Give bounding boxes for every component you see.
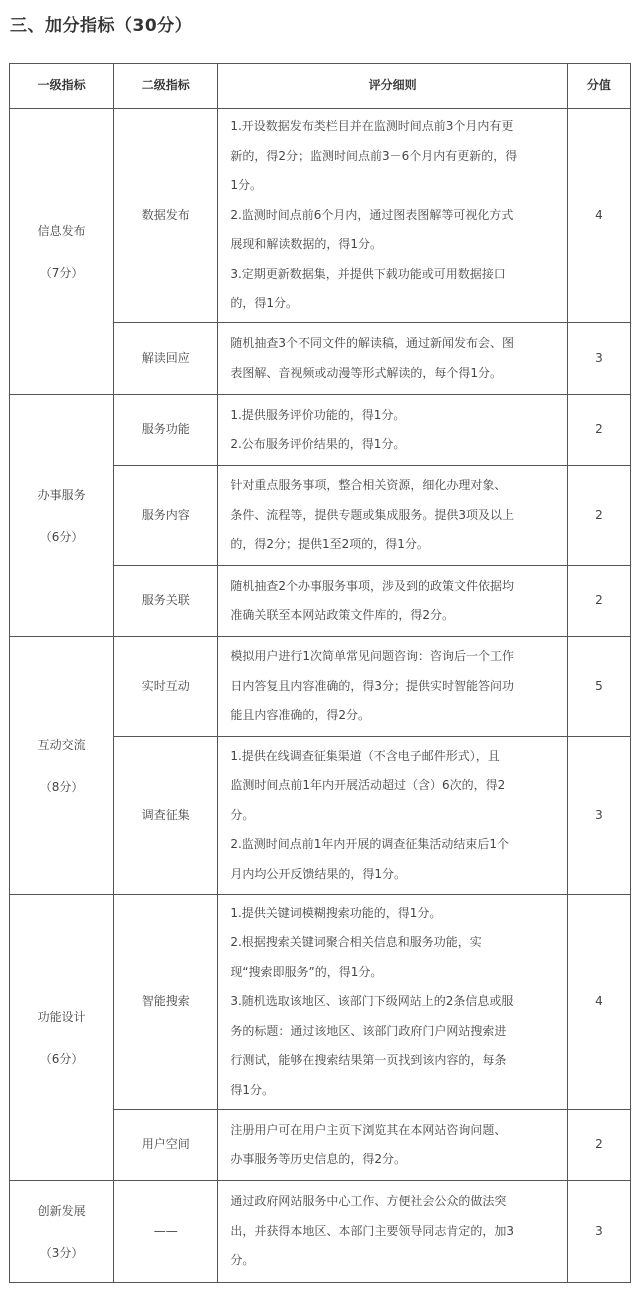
level1-points: （6分） (39, 1051, 84, 1066)
level1-name: 创新发展 (37, 1203, 86, 1218)
rule-line: 出，并获得本地区、本部门主要领导同志肯定的，加3 (230, 1223, 514, 1238)
score-cell: 5 (567, 637, 630, 737)
level1-points: （6分） (39, 529, 84, 544)
level1-points: （7分） (39, 265, 84, 280)
table-header-row (10, 64, 631, 109)
rule-cell (218, 1110, 568, 1181)
rule-line: 分。 (230, 1253, 255, 1268)
level2-cell: 服务内容 (114, 466, 218, 566)
rule-line: 日内答复且内容准确的，得3分；提供实时智能答问功 (230, 678, 514, 693)
level1-cell (10, 395, 114, 637)
level2-cell: 实时互动 (114, 637, 218, 737)
rule-line: 1.提供关键词模糊搜索功能的，得1分。 (230, 905, 442, 920)
bonus-score-table (9, 63, 631, 1283)
score-cell: 2 (567, 395, 630, 466)
rule-line: 行测试，能够在搜索结果第一页找到该内容的，每条 (230, 1053, 507, 1068)
score-cell: 3 (567, 737, 630, 895)
rule-line: 针对重点服务事项，整合相关资源，细化办理对象、 (230, 478, 507, 493)
header-level1: 一级指标 (10, 64, 114, 109)
rule-line: 注册用户可在用户主页下浏览其在本网站咨询问题、 (230, 1122, 507, 1137)
rule-cell (218, 637, 568, 737)
rule-line: 的，得2分；提供1至2项的，得1分。 (230, 537, 429, 552)
rule-line: 通过政府网站服务中心工作、方便社会公众的做法突 (230, 1194, 507, 1209)
rule-cell (218, 109, 568, 323)
level1-cell (10, 895, 114, 1181)
level1-name: 互动交流 (37, 737, 86, 752)
table-row (10, 395, 631, 466)
header-level2: 二级指标 (114, 64, 218, 109)
score-cell: 3 (567, 323, 630, 395)
level2-cell: 服务关联 (114, 566, 218, 637)
rule-line: 2.公布服务评价结果的，得1分。 (230, 437, 406, 451)
level2-cell: 调查征集 (114, 737, 218, 895)
rule-line: 新的，得2分；监测时间点前3－6个月内有更新的，得 (230, 148, 518, 163)
rule-line: 监测时间点前1年内开展活动超过（含）6次的，得2 (230, 778, 506, 793)
rule-cell (218, 895, 568, 1110)
rule-cell (218, 737, 568, 895)
rule-cell (218, 466, 568, 566)
rule-line: 准确关联至本网站政策文件库的，得2分。 (230, 608, 454, 622)
rule-line: 2.监测时间点前6个月内，通过图表图解等可视化方式 (230, 207, 514, 222)
rule-line: 办事服务等历史信息的，得2分。 (230, 1152, 406, 1166)
level2-cell: 用户空间 (114, 1110, 218, 1181)
rule-line: 1.提供服务评价功能的，得1分。 (230, 407, 406, 422)
rule-line: 条件、流程等，提供专题或集成服务。提供3项及以上 (230, 507, 514, 522)
level1-name: 功能设计 (37, 1009, 86, 1024)
rule-cell (218, 566, 568, 637)
table-row (10, 109, 631, 323)
level1-name: 办事服务 (37, 487, 86, 502)
rule-cell (218, 323, 568, 395)
level1-cell (10, 109, 114, 395)
rule-line: 2.监测时间点前1年内开展的调查征集活动结束后1个 (230, 837, 510, 852)
rule-line: 模拟用户进行1次简单常见问题咨询：咨询后一个工作 (230, 649, 514, 664)
level1-name: 信息发布 (37, 223, 86, 238)
rule-line: 月内均公开反馈结果的，得1分。 (230, 866, 406, 881)
rule-line: 表图解、音视频或动漫等形式解读的，每个得1分。 (230, 365, 502, 380)
score-cell: 2 (567, 1110, 630, 1181)
table-row (10, 895, 631, 1110)
table-row (10, 637, 631, 737)
rule-line: 随机抽查3个不同文件的解读稿，通过新闻发布会、图 (230, 336, 514, 350)
level1-points: （3分） (39, 1245, 84, 1260)
rule-line: 3.定期更新数据集，并提供下载功能或可用数据接口 (230, 266, 506, 281)
rule-line: 随机抽查2个办事服务事项，涉及到的政策文件依据均 (230, 578, 514, 593)
level1-points: （8分） (39, 779, 84, 794)
rule-line: 1.提供在线调查征集渠道（不含电子邮件形式），且 (230, 748, 500, 763)
score-cell: 2 (567, 566, 630, 637)
rule-line: 务的标题：通过该地区、该部门政府门户网站搜索进 (230, 1023, 507, 1038)
score-cell: 3 (567, 1181, 630, 1283)
level2-cell: 智能搜索 (114, 895, 218, 1110)
level1-cell (10, 637, 114, 895)
rule-cell (218, 1181, 568, 1283)
rule-line: 分。 (230, 807, 255, 822)
page-title: 三、加分指标（30分） (10, 16, 193, 36)
rule-line: 3.随机选取该地区、该部门下级网站上的2条信息或服 (230, 994, 514, 1009)
rule-line: 1.开设数据发布类栏目并在监测时间点前3个月内有更 (230, 119, 514, 134)
rule-line: 的，得1分。 (230, 296, 298, 311)
score-cell: 4 (567, 109, 630, 323)
rule-line: 展现和解读数据的，得1分。 (230, 237, 382, 252)
level2-cell: —— (114, 1181, 218, 1283)
level2-cell: 服务功能 (114, 395, 218, 466)
score-cell: 4 (567, 895, 630, 1110)
level1-cell (10, 1181, 114, 1283)
table-row (10, 1181, 631, 1283)
level2-cell: 数据发布 (114, 109, 218, 323)
level2-cell: 解读回应 (114, 323, 218, 395)
score-cell: 2 (567, 466, 630, 566)
rule-line: 得1分。 (230, 1082, 274, 1097)
header-rules: 评分细则 (218, 64, 568, 109)
rule-line: 1分。 (230, 178, 262, 193)
rule-cell (218, 395, 568, 466)
header-score: 分值 (567, 64, 630, 109)
rule-line: 现“搜索即服务”的，得1分。 (230, 964, 383, 979)
rule-line: 能且内容准确的，得2分。 (230, 708, 370, 723)
rule-line: 2.根据搜索关键词聚合相关信息和服务功能，实 (230, 935, 482, 950)
